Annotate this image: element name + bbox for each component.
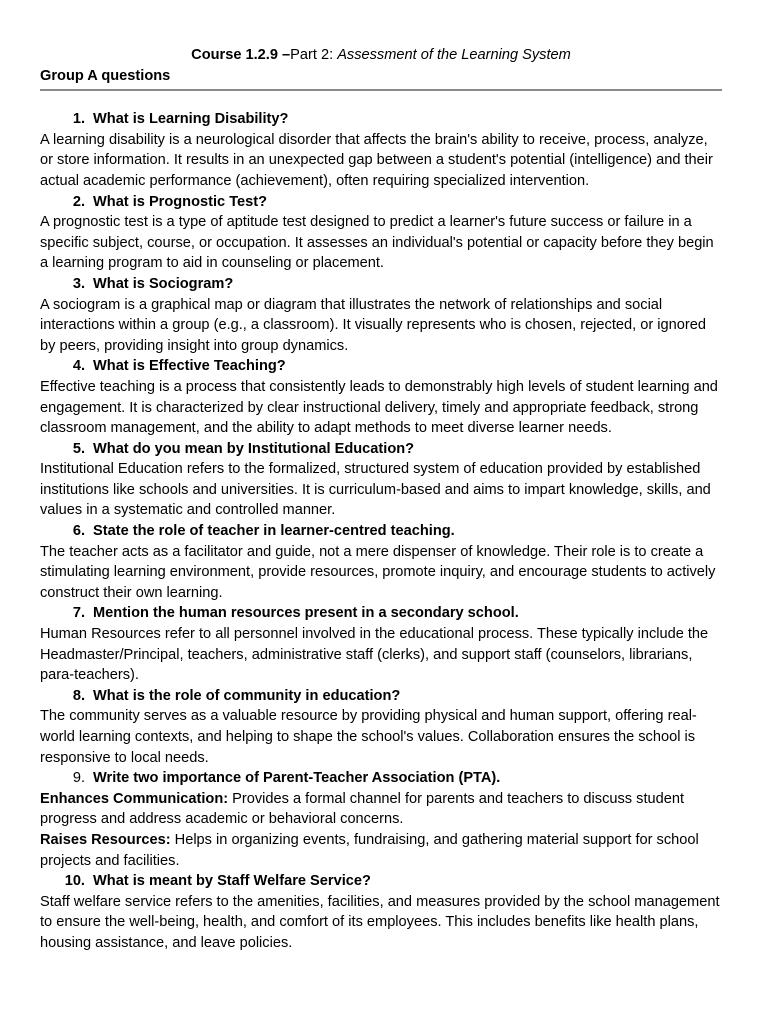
course-code: Course 1.2.9 – (191, 47, 291, 63)
question-number: 8. (72, 687, 85, 704)
qa-item-5 (40, 439, 722, 521)
question-2 (40, 192, 722, 213)
question-number: 5. (72, 440, 85, 457)
answer-8: The community serves as a valuable resource by providing physical and human support, offering real-world learning contexts, and helping to shape the school's values. Collaboration ensures the school is responsive to local needs. (40, 708, 697, 766)
question-number: 7. (72, 605, 85, 622)
part-title: Assessment of the Learning System (337, 47, 571, 63)
answer-7: Human Resources refer to all personnel involved in the educational process. These typically include the Headmaster/Principal, teachers, administrative staff (clerks), and support staff (counselors, librarians, para-teachers). (40, 626, 709, 684)
qa-item-9 (40, 768, 722, 871)
point-term: Enhances Communication: (40, 790, 229, 807)
question-text: What is meant by Staff Welfare Service? (93, 873, 371, 890)
question-number: 3. (72, 275, 85, 292)
question-6 (40, 521, 722, 542)
question-text: What do you mean by Institutional Education? (93, 440, 415, 457)
question-4 (40, 356, 722, 377)
group-heading: Group A questions (40, 67, 171, 84)
question-text: What is the role of community in education? (93, 687, 401, 704)
qa-item-7 (40, 603, 722, 685)
point-text: Helps in organizing events, fundraising, and gathering material support for school projects and facilities. (40, 831, 699, 869)
qa-item-4 (40, 356, 722, 438)
answer-3: A sociogram is a graphical map or diagram that illustrates the network of relationships and social interactions within a group (e.g., a classroom). It visually represents who is chosen, rejected, or ignored by peers, providing insight into group dynamics. (40, 296, 706, 354)
question-number: 6. (72, 523, 85, 540)
question-number: 4. (72, 358, 85, 375)
qa-item-6 (40, 521, 722, 603)
question-9 (40, 768, 722, 789)
question-number: 2. (72, 193, 85, 210)
qa-item-3 (40, 274, 722, 356)
qa-list (40, 109, 722, 953)
question-text: Mention the human resources present in a secondary school. (93, 605, 519, 622)
answer-10: Staff welfare service refers to the amenities, facilities, and measures provided by the school management to ensure the well-being, health, and comfort of its employees. This includes benefits like health plans, housing assistance, and leave policies. (40, 893, 720, 951)
answer-9-point-1 (40, 789, 722, 830)
point-term: Raises Resources: (40, 831, 171, 848)
course-title (40, 45, 722, 66)
question-number: 1. (72, 111, 85, 128)
part-label: Part 2: (290, 47, 338, 63)
question-text: What is Effective Teaching? (93, 358, 286, 375)
qa-item-1 (40, 109, 722, 191)
answer-9-point-2 (40, 830, 722, 871)
qa-item-8 (40, 686, 722, 768)
question-text: Write two importance of Parent-Teacher Association (PTA). (93, 770, 501, 787)
question-text: What is Learning Disability? (93, 111, 289, 128)
question-text: What is Sociogram? (93, 275, 234, 292)
answer-1: A learning disability is a neurological disorder that affects the brain's ability to receive, process, analyze, or store information. It results in an unexpected gap between a student's potential (intelligence) and their actual academic performance (achievement), often requiring specialized intervention. (40, 131, 713, 189)
question-number: 10. (64, 873, 85, 890)
question-number: 9. (72, 770, 85, 787)
answer-4: Effective teaching is a process that consistently leads to demonstrably high levels of student learning and engagement. It is characterized by clear instructional delivery, timely and appropriate feedback, strong classroom management, and the ability to adapt methods to meet diverse learner needs. (40, 378, 718, 437)
point-text: Provides a formal channel for parents and teachers to discuss student progress and address academic or behavioral concerns. (40, 790, 685, 828)
question-3 (40, 274, 722, 295)
qa-item-10 (40, 871, 722, 953)
question-7 (40, 603, 722, 624)
answer-6: The teacher acts as a facilitator and guide, not a mere dispenser of knowledge. Their role is to create a stimulating learning environment, provide resources, promote inquiry, and encourage students to actively construct their own learning. (40, 543, 716, 601)
question-5 (40, 439, 722, 460)
question-text: What is Prognostic Test? (93, 193, 268, 210)
qa-item-2 (40, 192, 722, 274)
question-text: State the role of teacher in learner-centred teaching. (93, 523, 455, 540)
question-8 (40, 686, 722, 707)
question-10 (40, 871, 722, 892)
question-1 (40, 109, 722, 130)
answer-5: Institutional Education refers to the formalized, structured system of education provided by established institutions like schools and universities. It is curriculum-based and aims to impart knowledge, skills, and values in a systematic and controlled manner. (40, 461, 711, 519)
answer-2: A prognostic test is a type of aptitude test designed to predict a learner's future success or failure in a specific subject, course, or occupation. It assesses an individual's potential or capacity before they begin a learning program to aid in counseling or placement. (40, 214, 714, 272)
header-divider (40, 89, 722, 91)
